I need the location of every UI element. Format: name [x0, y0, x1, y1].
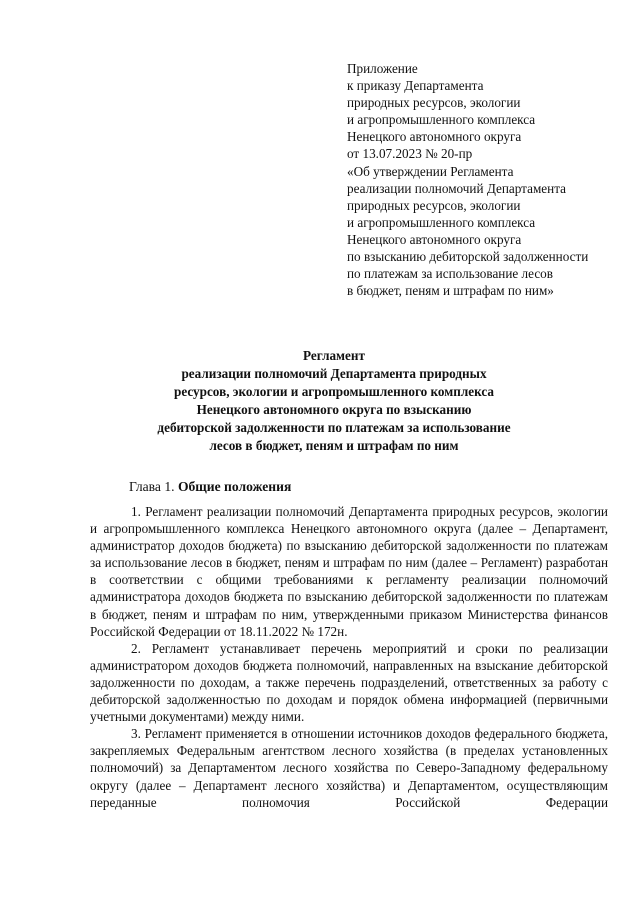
chapter-number: Глава 1.	[129, 479, 175, 494]
title-line: лесов в бюджет, пеням и штрафам по ним	[209, 438, 459, 453]
appendix-line: Ненецкого автономного округа	[347, 231, 522, 247]
appendix-line: Ненецкого автономного округа	[347, 129, 522, 145]
document-title	[60, 347, 608, 455]
appendix-line: природных ресурсов, экологии	[347, 197, 521, 213]
appendix-line: природных ресурсов, экологии	[347, 95, 521, 111]
document-body	[90, 503, 608, 811]
appendix-line: и агропромышленного комплекса	[347, 214, 536, 230]
appendix-line: в бюджет, пеням и штрафам по ним»	[347, 283, 554, 299]
chapter-heading	[129, 479, 291, 495]
appendix-line: по взысканию дебиторской задолженности	[347, 249, 589, 265]
appendix-header	[347, 60, 617, 299]
title-line: дебиторской задолженности по платежам за использование	[157, 420, 511, 435]
appendix-line: и агропромышленного комплекса	[347, 112, 536, 128]
appendix-line: «Об утверждении Регламента	[347, 163, 514, 179]
title-line: ресурсов, экологии и агропромышленного комплекса	[174, 384, 494, 399]
appendix-line: по платежам за использование лесов	[347, 266, 553, 282]
appendix-line: реализации полномочий Департамента	[347, 180, 566, 196]
chapter-name: Общие положения	[177, 479, 292, 494]
paragraph-2: 2. Регламент устанавливает перечень мероприятий и сроки по реализации администратором доходов бюджета полномочий, направленных на взыскание дебиторской задолженности по доходам, а также перечень подразделений, ответственных за работу с дебиторской задолженностью по доходам и порядок обмена информацией (первичными учетными документами) между ними.	[90, 640, 608, 725]
paragraph-3: 3. Регламент применяется в отношении источников доходов федерального бюджета, закрепляемых Федеральным агентством лесного хозяйства (в пределах установленных полномочий) за Департаментом лесного хозяйства по Северо-Западному федеральному округу (далее – Департамент лесного хозяйства) и Департаментом, осуществляющим переданные полномочия Российской Федерации	[90, 726, 608, 810]
title-line: Регламент	[303, 348, 365, 363]
appendix-line: Приложение	[347, 61, 418, 76]
paragraph-1: 1. Регламент реализации полномочий Департамента природных ресурсов, экологии и агропромышленного комплекса Ненецкого автономного округа (далее – Департамент, администратор доходов бюджета) по взысканию дебиторской задолженности по платежам за использование лесов в бюджет, пеням и штрафам по ним (далее – Регламент) разработан в соответствии с общими требованиями к регламенту реализации полномочий администратора доходов бюджета по взысканию дебиторской задолженности по платежам в бюджет, пеням и штрафам по ним, утвержденными приказом Министерства финансов Российской Федерации от 18.11.2022 № 172н.	[90, 504, 608, 639]
appendix-line: от 13.07.2023 № 20-пр	[347, 146, 473, 162]
title-line: Ненецкого автономного округа по взысканию	[196, 402, 472, 417]
title-line: реализации полномочий Департамента природных	[181, 366, 487, 381]
appendix-line: к приказу Департамента	[347, 78, 484, 94]
